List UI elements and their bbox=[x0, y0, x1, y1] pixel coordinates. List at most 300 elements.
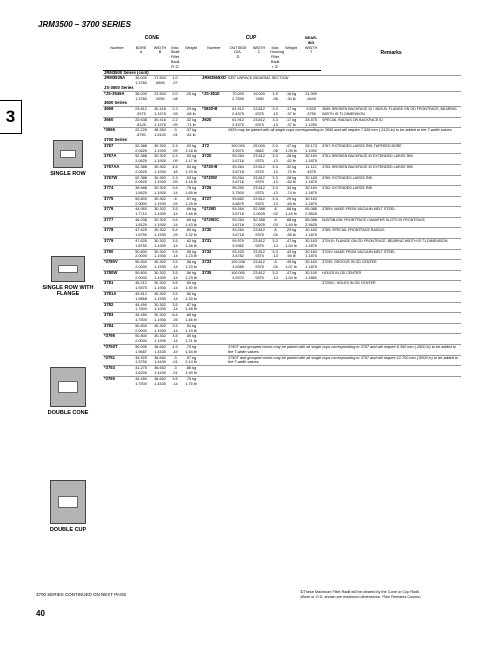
cone-number: 3777 bbox=[103, 217, 131, 228]
fillet-value: 3.5 .14 bbox=[169, 270, 181, 281]
table-row bbox=[103, 217, 461, 228]
width-value: 38.354 1.5100 bbox=[151, 128, 169, 138]
housing-fillet-value: 3.3 .13 bbox=[269, 186, 281, 197]
width-value: 30.302 1.1930 bbox=[151, 217, 169, 228]
section-tab bbox=[0, 100, 22, 134]
housing-fillet-value: .8 .03 bbox=[269, 217, 281, 228]
section-number: 3 bbox=[5, 107, 16, 126]
cup-number: 3720 bbox=[201, 154, 227, 165]
cup-number: 3732 bbox=[201, 249, 227, 260]
bore-value: 50.800 2.0000 bbox=[131, 196, 151, 207]
weight-value: .67 kg 1.48 lb bbox=[181, 302, 201, 313]
od-value: 100.038 3.9385 bbox=[227, 260, 249, 271]
figure-single-row-flange bbox=[34, 256, 102, 297]
cup-number: 3733 bbox=[201, 260, 227, 271]
remarks-value bbox=[321, 376, 461, 386]
weight-value: .56 kg 1.23 lb bbox=[181, 270, 201, 281]
remarks-value: 37290: GROOVE IN OD CENTER bbox=[321, 260, 461, 271]
table-row bbox=[103, 249, 461, 260]
cone-number: 3781A bbox=[103, 292, 131, 303]
width-value: 30.416 1.1975 bbox=[151, 117, 169, 128]
cup-width-value: 23.812 .9375 bbox=[249, 228, 269, 239]
cone-number: *3750T bbox=[103, 345, 131, 356]
bearing-width-header: WIDTH T bbox=[301, 46, 321, 70]
cone-number: 3780 bbox=[103, 249, 131, 260]
cone-number: 3778 bbox=[103, 228, 131, 239]
bore-value: 44.450 1.7500 bbox=[131, 313, 151, 324]
bearing-header: BEAR-ING bbox=[305, 36, 318, 45]
bore-value: 39.688 1.5625 bbox=[131, 186, 151, 197]
table-row bbox=[103, 76, 461, 86]
table-row bbox=[103, 186, 461, 197]
remarks-value: 3729-B: FLANGE ON OD FRONTFACE, BEARING WIDTH IS T1 DIMENSION bbox=[321, 239, 461, 250]
bearing-width-value: 24.000 .9449 bbox=[301, 91, 321, 101]
bearing-drawing-icon bbox=[50, 480, 86, 524]
cone-header: CONE bbox=[144, 35, 160, 41]
od-value: 99.979 3.9362 bbox=[227, 239, 249, 250]
cup-weight-value: .47 kg 1.04 lb bbox=[281, 270, 301, 281]
housing-fillet-value: 3.3 .13 bbox=[269, 154, 281, 165]
width-value: 30.302 1.1930 bbox=[151, 143, 169, 154]
cup-width-value: 23.812 .9375 bbox=[249, 154, 269, 165]
width-value: 30.302 1.1930 bbox=[151, 260, 169, 271]
remarks-value: 3751: BROKEN BACKFACE ID EXTENDED LARGE RIB bbox=[321, 154, 461, 165]
remarks-value: 3785: SPECIAL FRONTFACE RADIUS bbox=[321, 228, 461, 239]
width-value: 30.416 1.1975 bbox=[151, 107, 169, 118]
cup-number: 3620 bbox=[201, 117, 227, 128]
cone-number: 3784 bbox=[103, 323, 131, 334]
figure-label: DOUBLE CONE bbox=[47, 410, 89, 416]
cup-number: 3731 bbox=[201, 239, 227, 250]
table-row bbox=[103, 207, 461, 218]
cup-width-value: 23.812 .9375 bbox=[249, 260, 269, 271]
width-value: 30.302 1.1930 bbox=[151, 164, 169, 175]
weight-value: .56 kg 1.23 lb bbox=[181, 260, 201, 271]
fillet-value: 3.5 .14 bbox=[169, 334, 181, 345]
cup-number bbox=[201, 281, 227, 292]
weight-value: .56 kg 1.23 lb bbox=[181, 249, 201, 260]
cup-number: *3729D bbox=[201, 207, 227, 218]
table-row bbox=[103, 323, 461, 334]
cup-weight-value: .17 kg .37 lb bbox=[281, 117, 301, 128]
bearing-width-value: 30.163 1.1875 bbox=[301, 175, 321, 186]
width-value: 30.302 1.1930 bbox=[151, 270, 169, 281]
housing-fillet-value: 3.3 .13 bbox=[269, 270, 281, 281]
remarks-value: 3780V: MADE FROM VACUUM MELT STEEL bbox=[321, 207, 461, 218]
fillet-value: 1.0 .07 bbox=[169, 76, 181, 86]
cup-number: 3727 bbox=[201, 196, 227, 207]
cup-width-header: WIDTH C bbox=[249, 46, 269, 70]
table-row bbox=[103, 355, 461, 366]
cup-empty bbox=[227, 376, 321, 386]
remarks-value bbox=[321, 292, 461, 303]
fillet-value: 3.5 .14 bbox=[169, 376, 181, 386]
remarks-value: 3780: EXTENDED LARGE RIB bbox=[321, 175, 461, 186]
fillet-value: 2.2 .09 bbox=[169, 117, 181, 128]
weight-value: .26 kg bbox=[181, 91, 201, 101]
cone-number: *3780V bbox=[103, 260, 131, 271]
remarks-value bbox=[321, 196, 461, 207]
bore-value: 50.005 1.9687 bbox=[131, 345, 151, 356]
bearing-width-value: 30.163 1.1875 bbox=[301, 186, 321, 197]
od-value: 93.662 3.6875 bbox=[227, 196, 249, 207]
cone-number: 3767 bbox=[103, 143, 131, 154]
bore-value: 50.800 2.0000 bbox=[131, 323, 151, 334]
remarks-value: 3767: EXTENDED LARGE RIB; TAPERED BORE bbox=[321, 143, 461, 154]
table-body bbox=[103, 70, 461, 386]
remarks-header: Remarks bbox=[380, 49, 402, 56]
bearing-drawing-icon bbox=[53, 140, 83, 168]
cone-number: *3655 bbox=[103, 128, 131, 138]
remarks-value bbox=[321, 323, 461, 334]
fillet-value: 3.5 .14 bbox=[169, 186, 181, 197]
bore-value: 22.225 .8750 bbox=[131, 128, 151, 138]
table-row bbox=[103, 345, 461, 356]
width-value: 36.652 1.4430 bbox=[151, 355, 169, 366]
cone-number: 3783 bbox=[103, 313, 131, 324]
series-heading: 3600 Series bbox=[104, 100, 128, 106]
page-title: JRM3500 – 3700 SERIES bbox=[38, 20, 131, 29]
bearing-drawing-icon bbox=[50, 367, 86, 407]
bore-value: 23.812 .9375 bbox=[131, 107, 151, 118]
cup-empty bbox=[227, 281, 321, 292]
table-row bbox=[103, 366, 461, 377]
width-value: 30.302 1.1930 bbox=[151, 154, 169, 165]
cup-empty bbox=[227, 323, 321, 334]
cone-number: *3760 bbox=[103, 376, 131, 386]
weight-value: .29 kg .65 lb bbox=[181, 107, 201, 118]
fillet-value: 3.5 .14 bbox=[169, 207, 181, 218]
cup-weight-value: .32 kg .70 lb bbox=[281, 164, 301, 175]
figure-double-cone bbox=[34, 367, 102, 416]
weight-value: .53 kg 1.16 lb bbox=[181, 175, 201, 186]
cup-weight-value: .43 kg .94 lb bbox=[281, 249, 301, 260]
bore-value: 50.800 2.0000 bbox=[131, 249, 151, 260]
remarks-value: 3720V: MADE FROM VACUUM MELT STEEL bbox=[321, 249, 461, 260]
width-value: 30.302 1.1930 bbox=[151, 313, 169, 324]
bore-value: 52.388 2.0625 bbox=[131, 175, 151, 186]
width-value: 36.652 1.4430 bbox=[151, 345, 169, 356]
cup-width-value: 23.812 .9375 bbox=[249, 107, 269, 118]
cone-number: 3782 bbox=[103, 302, 131, 313]
weight-value: .66 kg 1.46 lb bbox=[181, 313, 201, 324]
cup-number: *3620-B bbox=[201, 107, 227, 118]
bore-value: 52.388 2.0625 bbox=[131, 164, 151, 175]
cup-number-header: Number bbox=[201, 46, 227, 70]
cup-note: 3750T and grouped cones may be paired with all single cups corresponding to 3767 and will require 6.350 mm (.2500 in) to be added to the T-width values. bbox=[227, 345, 461, 356]
table-row bbox=[103, 302, 461, 313]
table-row bbox=[103, 281, 461, 292]
table-row bbox=[103, 313, 461, 324]
figure-double-cup bbox=[34, 480, 102, 533]
bore-value: 41.275 1.6250 bbox=[131, 366, 151, 377]
figure-label: SINGLE ROW bbox=[50, 171, 86, 177]
footnote: ①These Maximum Fillet Radii will be cleared by the Cone or Cup Radii. bbox=[300, 590, 421, 594]
width-value: 30.302 1.1930 bbox=[151, 323, 169, 334]
cup-weight-value: .68 kg 1.49 lb bbox=[281, 217, 301, 228]
cone-number: 3774 bbox=[103, 186, 131, 197]
remarks-value bbox=[321, 91, 461, 101]
cup-header: CUP bbox=[245, 35, 257, 41]
fillet-value: 2.0 .08 bbox=[169, 91, 181, 101]
bearing-width-value: 9.525 .3750 bbox=[301, 107, 321, 118]
weight-value: .60 kg 1.32 lb bbox=[181, 228, 201, 239]
fillet-value: 6.4 .25 bbox=[169, 313, 181, 324]
width-value: 30.302 1.1930 bbox=[151, 196, 169, 207]
fillet-value: 3.5 .14 bbox=[169, 323, 181, 334]
cup-width-value: 25.000 .9842 bbox=[249, 143, 269, 154]
remarks-value: 37290C: HOLES IN OD CENTER bbox=[321, 281, 461, 292]
weight-value: .65 kg 1.43 lb bbox=[181, 217, 201, 228]
bearing-width-value: 30.163 1.1875 bbox=[301, 249, 321, 260]
table-row bbox=[103, 228, 461, 239]
width-value: 30.302 1.1930 bbox=[151, 292, 169, 303]
bore-value: 20.638 .8125 bbox=[131, 117, 151, 128]
cup-empty bbox=[227, 313, 321, 324]
housing-fillet-value: .8 .03 bbox=[269, 228, 281, 239]
cone-number: 3660 bbox=[103, 117, 131, 128]
cup-weight-value: .34 kg .74 lb bbox=[281, 186, 301, 197]
bore-value: 47.625 1.8750 bbox=[131, 228, 151, 239]
cup-number bbox=[201, 292, 227, 303]
bearing-width-value: 30.163 1.1875 bbox=[301, 239, 321, 250]
remarks-value: N4370B-DW: FRONTFACE CHAMFER SLOTS IN FRONTFACE bbox=[321, 217, 461, 228]
table-row bbox=[103, 164, 461, 175]
bore-value: 34.925 1.3750 bbox=[131, 355, 151, 366]
od-value: 70.000 2.7559 bbox=[227, 91, 249, 101]
bearing-width-value: 30.163 1.1875 bbox=[301, 260, 321, 271]
cup-number bbox=[201, 313, 227, 324]
bearing-width-value: 65.088 2.5625 bbox=[301, 217, 321, 228]
table-row bbox=[103, 292, 461, 303]
bearing-width-value: 30.163 1.1875 bbox=[301, 154, 321, 165]
weight-value: .55 kg 1.21 lb bbox=[181, 334, 201, 345]
cup-number: 372 bbox=[201, 143, 227, 154]
cone-number: 3779 bbox=[103, 239, 131, 250]
bearing-width-value: 65.088 2.5625 bbox=[301, 207, 321, 218]
weight-value: .32 kg .71 lb bbox=[181, 117, 201, 128]
cup-weight-value: .28 kg .62 lb bbox=[281, 175, 301, 186]
cup-note: 3655 may be paired with all single cups corresponding to 3659 and will require 7.938 mm (.3125 in) to be added to the T-width values. bbox=[227, 128, 461, 138]
cone-number: *3751 bbox=[103, 355, 131, 366]
cup-width-value: 23.812 .9375 bbox=[249, 270, 269, 281]
od-value: 61.912 2.4375 bbox=[227, 117, 249, 128]
od-value: 93.264 3.6718 bbox=[227, 228, 249, 239]
bore-value: 47.625 1.8750 bbox=[131, 239, 151, 250]
table-row bbox=[103, 196, 461, 207]
bearing-width-value: 28.575 1.1250 bbox=[301, 117, 321, 128]
cone-number-header: Number bbox=[103, 46, 131, 70]
od-value: 100.000 3.9370 bbox=[227, 143, 249, 154]
cone-number: 3659 bbox=[103, 107, 131, 118]
cup-empty bbox=[227, 366, 321, 377]
width-value: 30.302 1.1930 bbox=[151, 249, 169, 260]
bore-value: 50.800 2.0000 bbox=[131, 334, 151, 345]
cup-empty bbox=[227, 334, 321, 345]
od-value: 93.264 3.6718 bbox=[227, 154, 249, 165]
bore-value: 44.450 1.7500 bbox=[131, 376, 151, 386]
remarks-value bbox=[321, 334, 461, 345]
width-value: 30.302 1.1930 bbox=[151, 302, 169, 313]
fillet-value: 3.5 .14 bbox=[169, 217, 181, 228]
weight-value: .54 kg 1.19 lb bbox=[181, 164, 201, 175]
od-value: 93.264 3.6718 bbox=[227, 217, 249, 228]
cup-weight-value: .17 kg .37 lb bbox=[281, 107, 301, 118]
cup-number bbox=[201, 323, 227, 334]
housing-fillet-value: 2.0 .08 bbox=[269, 143, 281, 154]
cup-number: 3726 bbox=[201, 186, 227, 197]
weight-value: .53 kg 1.17 lb bbox=[181, 154, 201, 165]
cup-number bbox=[201, 302, 227, 313]
bore-value: 44.983 1.7710 bbox=[131, 207, 151, 218]
weight-value: .57 kg 1.25 lb bbox=[181, 196, 201, 207]
bore-value: 49.612 1.9868 bbox=[131, 292, 151, 303]
cup-number: 3735 bbox=[201, 270, 227, 281]
od-value: 93.264 3.6718 bbox=[227, 164, 249, 175]
fillet-value: .3 .01 bbox=[169, 355, 181, 366]
weight-value: .60 kg 1.33 lb bbox=[181, 292, 201, 303]
fillet-value: 2.3 .09 bbox=[169, 154, 181, 165]
bore-header: BORE d bbox=[131, 46, 151, 70]
width-value: 30.302 1.1930 bbox=[151, 334, 169, 345]
od-value: 95.250 3.7500 bbox=[227, 186, 249, 197]
weight-header: Weight bbox=[181, 46, 201, 70]
width-value: 30.302 1.1930 bbox=[151, 207, 169, 218]
cone-number: *JS-3549A bbox=[103, 91, 131, 101]
table-row bbox=[103, 154, 461, 165]
fillet-value: 2.3 .09 bbox=[169, 143, 181, 154]
series-heading: JRM3500 Series (cont) bbox=[104, 69, 149, 75]
weight-value: .53 kg 1.16 lb bbox=[181, 143, 201, 154]
width-value: 36.652 1.4430 bbox=[151, 376, 169, 386]
bearing-width-value: 11.112 .4375 bbox=[301, 164, 321, 175]
cone-number: 3767AA bbox=[103, 164, 131, 175]
bore-value: 46.038 1.8125 bbox=[131, 217, 151, 228]
remarks-value: SPECIAL RADIUS ON BACKFACE ID bbox=[321, 117, 461, 128]
housing-fillet-value: 3.3 .13 bbox=[269, 196, 281, 207]
weight-value: .79 kg 1.75 lb bbox=[181, 376, 201, 386]
cup-width-value: 23.812 .9375 bbox=[249, 186, 269, 197]
cup-number: JRM3569XD bbox=[201, 76, 227, 86]
cup-number bbox=[201, 376, 227, 386]
cup-note: SEE UNPACK BEARING SECTION bbox=[227, 76, 461, 86]
remarks-value: 3753: BROKEN BACKFACE ID EXTENDED LARGE RIB bbox=[321, 164, 461, 175]
footnotes bbox=[300, 590, 422, 601]
cup-width-value: 19.000 .7480 bbox=[249, 91, 269, 101]
housing-fillet-value: 3.3 .13 bbox=[269, 239, 281, 250]
cone-number: *3753 bbox=[103, 366, 131, 377]
fillet-value: 3.5 .14 bbox=[169, 292, 181, 303]
fillet-value: 3.5 .14 bbox=[169, 260, 181, 271]
bore-value: 35.000 1.3780 bbox=[131, 76, 151, 86]
fillet-value: 2.3 .09 bbox=[169, 107, 181, 118]
weight-value: .66 kg 1.46 lb bbox=[181, 207, 201, 218]
table-row bbox=[103, 175, 461, 186]
weight-value: .54 kg 1.19 lb bbox=[181, 323, 201, 334]
housing-fillet-header: Max Housing Fillet Radii r ① bbox=[270, 45, 284, 69]
cup-width-value: 23.812 .9375 bbox=[249, 175, 269, 186]
cup-weight-value: .49 kg 1.07 lb bbox=[281, 260, 301, 271]
cup-width-value: 23.812 .9375 bbox=[249, 117, 269, 128]
housing-fillet-value: 3.3 .13 bbox=[269, 175, 281, 186]
weight-value: .37 kg .81 lb bbox=[181, 128, 201, 138]
housing-fillet-value: 3.3 .13 bbox=[269, 107, 281, 118]
cup-number bbox=[201, 355, 227, 366]
width-value: 36.652 1.4430 bbox=[151, 366, 169, 377]
table-row bbox=[103, 117, 461, 128]
cup-number bbox=[201, 345, 227, 356]
od-value: 61.912 2.4375 bbox=[227, 107, 249, 118]
cup-width-value: 52.388 2.0625 bbox=[249, 207, 269, 218]
housing-fillet-value: 3.3 .13 bbox=[269, 117, 281, 128]
bore-value: 50.800 2.0000 bbox=[131, 270, 151, 281]
od-value: 93.425 3.6782 bbox=[227, 249, 249, 260]
cone-number: JRM3535A bbox=[103, 76, 131, 86]
page-number: 40 bbox=[36, 609, 45, 618]
table-row bbox=[103, 128, 461, 138]
cup-weight-value: .47 kg 1.05 lb bbox=[281, 143, 301, 154]
cone-number: 3775 bbox=[103, 196, 131, 207]
fillet-header: Max Shaft Fillet Radii R ① bbox=[170, 45, 180, 69]
continued-note: 3700 SERIES CONTINUED ON NEXT PAGE bbox=[36, 592, 127, 597]
housing-fillet-value: .8 .03 bbox=[269, 260, 281, 271]
fillet-value: .3 .01 bbox=[169, 128, 181, 138]
bore-value: 49.212 1.9375 bbox=[131, 281, 151, 292]
remarks-value bbox=[321, 366, 461, 377]
series-heading: 3700 Series bbox=[104, 136, 128, 142]
bearing-width-value: 30.100 1.1850 bbox=[301, 270, 321, 281]
table-row bbox=[103, 107, 461, 118]
housing-fillet-value: 3.3 .13 bbox=[269, 249, 281, 260]
bore-value: 35.000 1.3780 bbox=[131, 91, 151, 101]
cup-weight-value: .29 kg .65 lb bbox=[281, 228, 301, 239]
cup-empty bbox=[227, 302, 321, 313]
remarks-value: 3782: EXTENDED LARGE RIB bbox=[321, 186, 461, 197]
fillet-value: 4.9 .19 bbox=[169, 345, 181, 356]
width-value: 30.302 1.1930 bbox=[151, 228, 169, 239]
cone-number: 3767A bbox=[103, 154, 131, 165]
remarks-value bbox=[321, 302, 461, 313]
cup-weight-value: .16 kg .34 lb bbox=[281, 91, 301, 101]
cup-weight-value: .47 kg 1.04 lb bbox=[281, 239, 301, 250]
cup-weight-header: Weight bbox=[281, 46, 301, 70]
cup-weight-value: .29 kg .65 lb bbox=[281, 196, 301, 207]
table-row bbox=[103, 270, 461, 281]
fillet-value: 3.5 .14 bbox=[169, 249, 181, 260]
cone-number: 3767W bbox=[103, 175, 131, 186]
od-header: OUTSIDE DIA. D bbox=[227, 46, 249, 70]
table-row bbox=[103, 376, 461, 386]
figure-single-row bbox=[34, 140, 102, 177]
bore-value: 50.800 2.0000 bbox=[131, 260, 151, 271]
weight-value: .59 kg 1.30 lb bbox=[181, 281, 201, 292]
fillet-value: 3.5 .14 bbox=[169, 239, 181, 250]
housing-fillet-value: 3.3 .13 bbox=[269, 164, 281, 175]
fillet-value: .8 .03 bbox=[169, 196, 181, 207]
series-heading: JS-3500 Series bbox=[104, 84, 134, 90]
cup-width-value: 23.812 .9375 bbox=[249, 249, 269, 260]
cup-number bbox=[201, 334, 227, 345]
cup-number: *3720W bbox=[201, 175, 227, 186]
cup-number: *JS-3510 bbox=[201, 91, 227, 101]
bearing-table bbox=[103, 36, 461, 386]
cup-width-value: 23.812 .9375 bbox=[249, 239, 269, 250]
bore-value: 44.450 1.7500 bbox=[131, 302, 151, 313]
fillet-value: 2.3 .09 bbox=[169, 175, 181, 186]
cup-number: *3729DC bbox=[201, 217, 227, 228]
width-value: 30.302 1.1930 bbox=[151, 281, 169, 292]
remarks-value: 3659: BROKEN BACKFACE ID / 3620-B: FLANGE ON OD FRONTFACE, BEARING WIDTH IS T1 DIMENSION bbox=[321, 107, 461, 118]
